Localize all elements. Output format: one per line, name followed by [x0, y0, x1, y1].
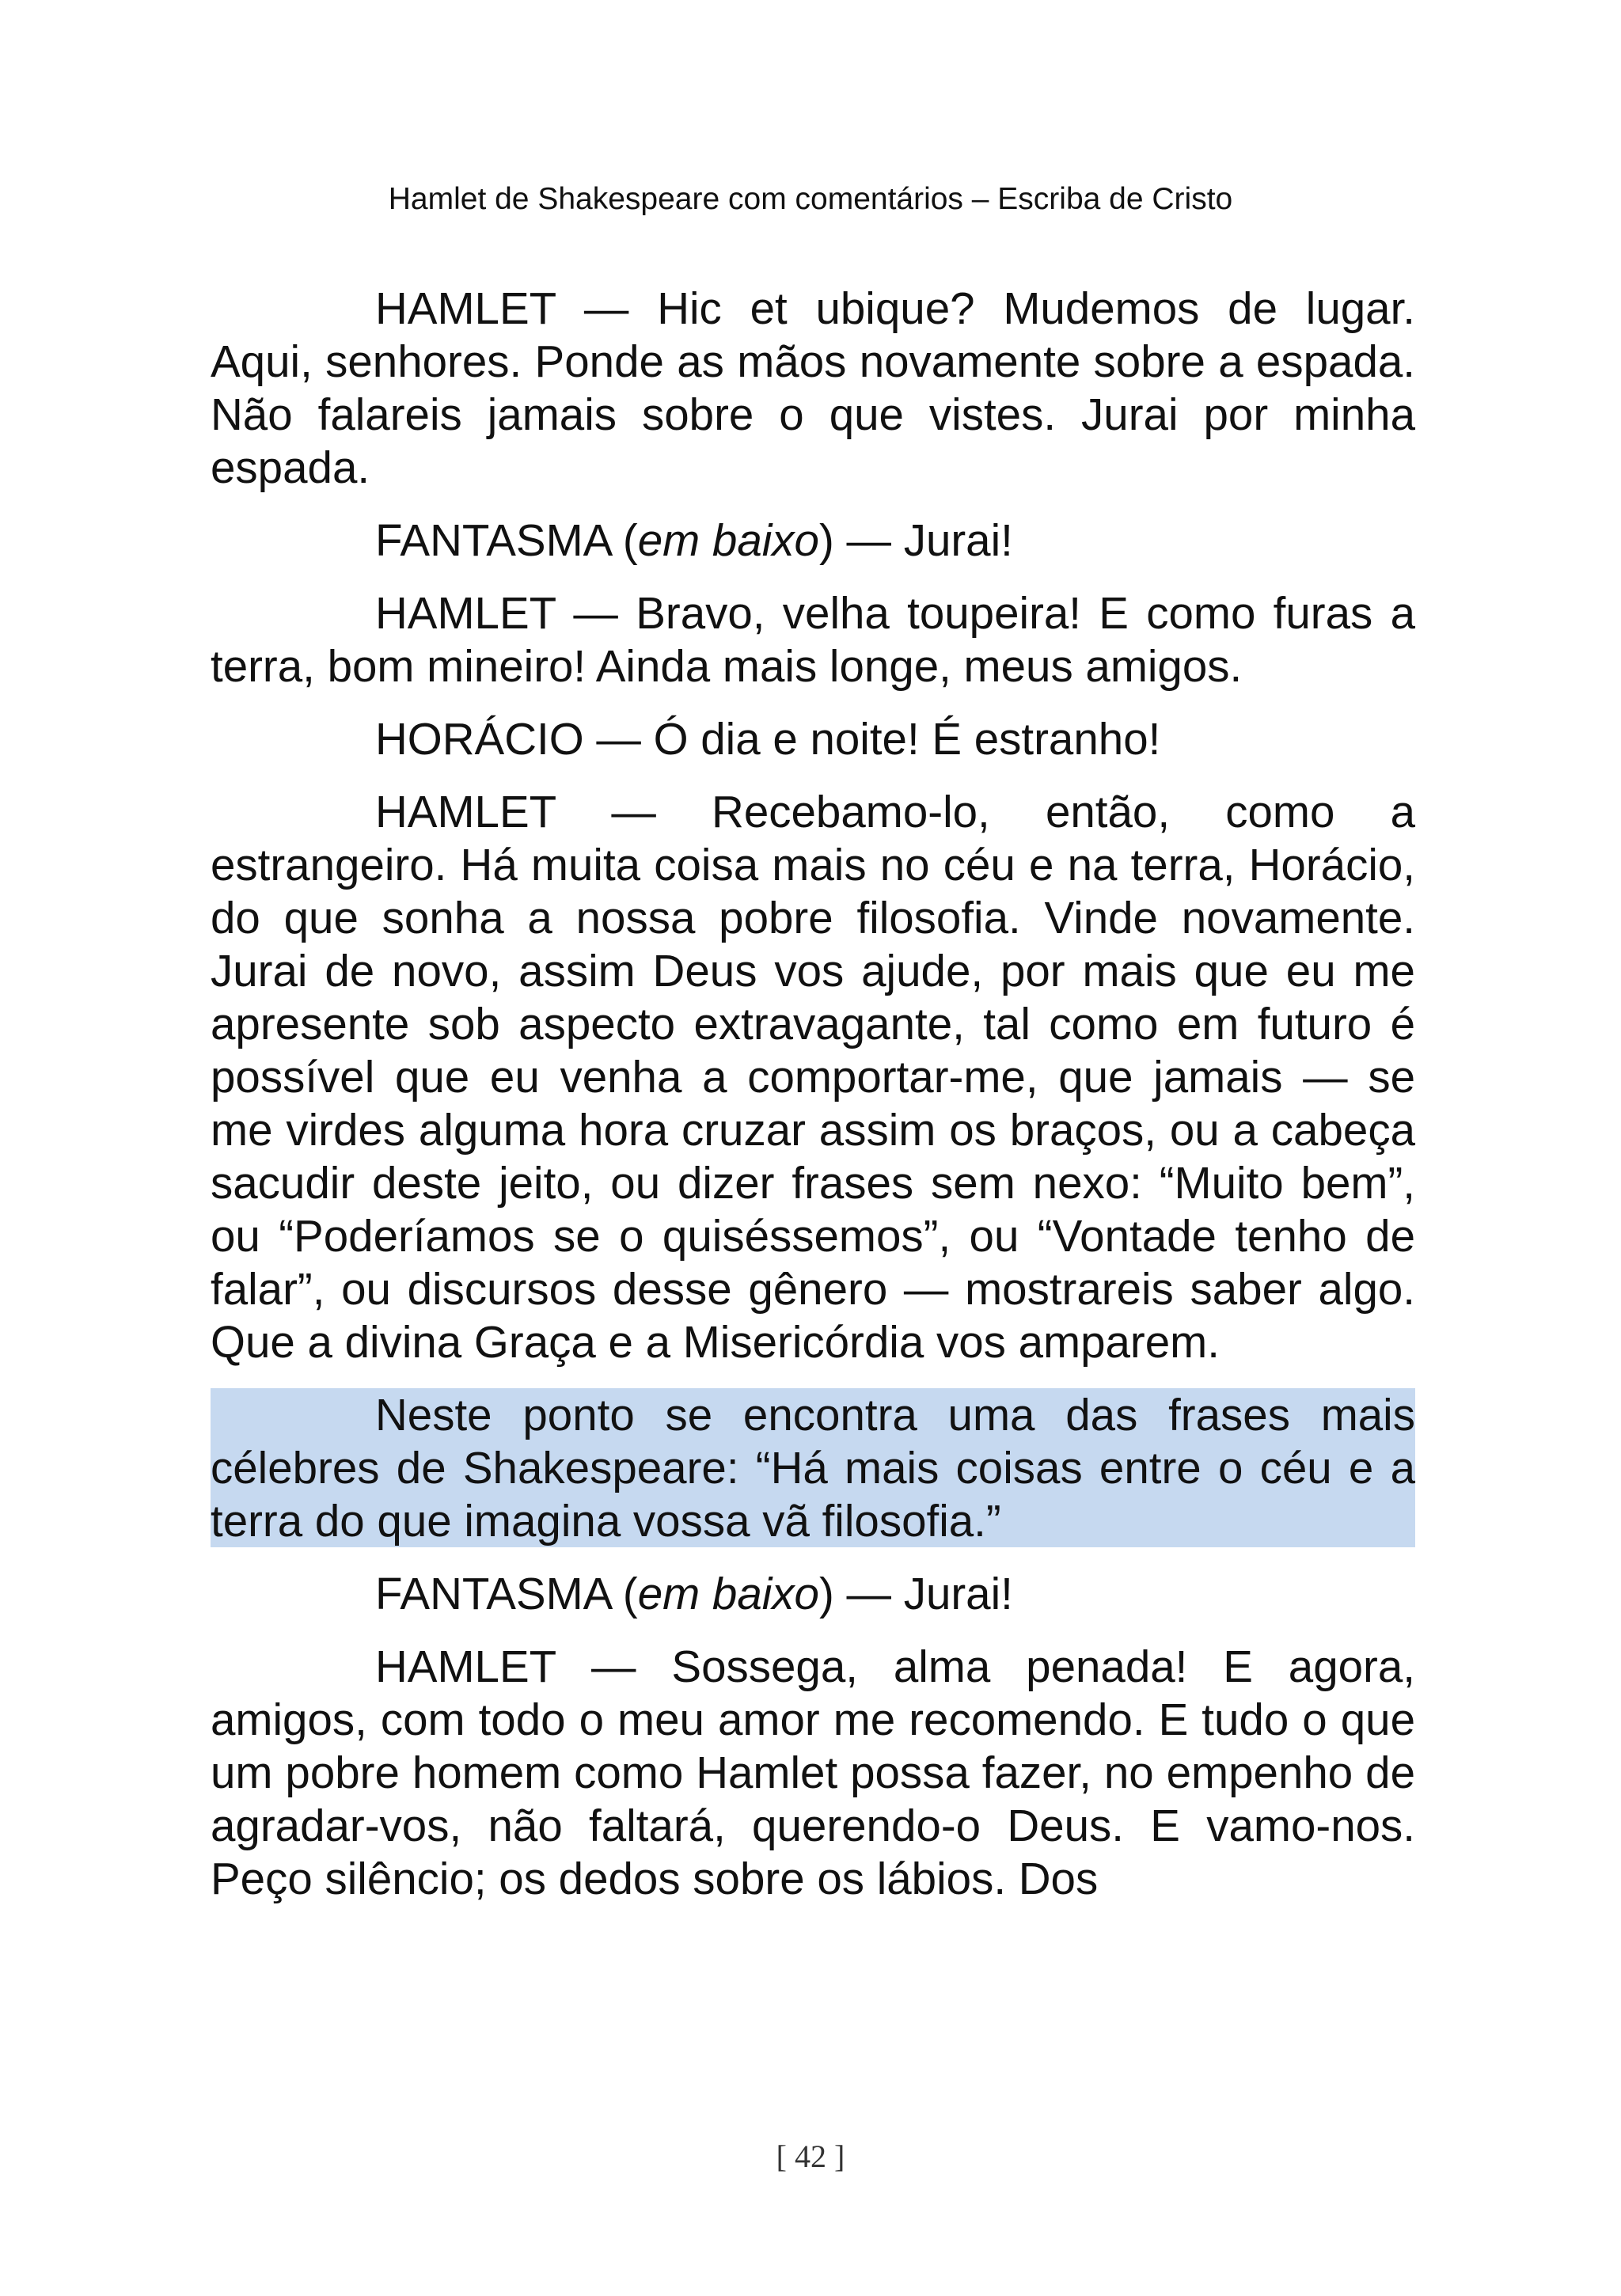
dialogue-line: ) — Jurai! — [818, 1569, 1013, 1619]
stage-direction: em baixo — [637, 1569, 819, 1619]
commentary-highlight: Neste ponto se encontra uma das frases mais célebres de Shakespeare: “Há mais coisas entre o céu e a terra do que imagina vossa vã filosofia.” — [211, 1390, 1415, 1546]
dialogue-fantasma-2 — [211, 1567, 1415, 1620]
dialogue-hamlet-3: HAMLET — Recebamo-lo, então, como a estrangeiro. Há muita coisa mais no céu e na terra, Horácio, do que sonha a nossa pobre filosofia. Vinde novamente. Jurai de novo, assim Deus vos ajude, por mais que eu me apresente sob aspecto extravagante, tal como em futuro é possível que eu venha a comportar-me, que jamais — se me virdes alguma hora cruzar assim os braços, ou a cabeça sacudir deste jeito, ou dizer frases sem nexo: “Muito bem”, ou “Poderíamos se o quiséssemos”, ou “Vontade tenho de falar”, ou discursos desse gênero — mostrareis saber algo. Que a divina Graça e a Misericórdia vos amparem. — [211, 787, 1415, 1367]
dialogue-hamlet-1: HAMLET — Hic et ubique? Mudemos de lugar. Aqui, senhores. Ponde as mãos novamente sobre a espada. Não falareis jamais sobre o que vistes. Jurai por minha espada. — [211, 283, 1415, 492]
running-header: Hamlet de Shakespeare com comentários – Escriba de Cristo — [388, 182, 1233, 216]
dialogue-hamlet-4: HAMLET — Sossega, alma penada! E agora, amigos, com todo o meu amor me recomendo. E tudo o que um pobre homem como Hamlet possa fazer, no empenho de agradar-vos, não faltará, querendo-o Deus. E vamo-nos. Peço silêncio; os dedos sobre os lábios. Dos — [211, 1641, 1415, 1903]
page-number: [ 42 ] — [776, 2139, 845, 2174]
stage-direction: em baixo — [637, 515, 819, 565]
speaker-label: FANTASMA ( — [375, 515, 638, 565]
dialogue-hamlet-2: HAMLET — Bravo, velha toupeira! E como furas a terra, bom mineiro! Ainda mais longe, meus amigos. — [211, 588, 1415, 691]
dialogue-fantasma-1 — [211, 514, 1415, 567]
dialogue-line: ) — Jurai! — [818, 515, 1013, 565]
page-body — [211, 282, 1415, 1925]
dialogue-horacio: HORÁCIO — Ó dia e noite! É estranho! — [375, 714, 1161, 764]
speaker-label: FANTASMA ( — [375, 1569, 638, 1619]
